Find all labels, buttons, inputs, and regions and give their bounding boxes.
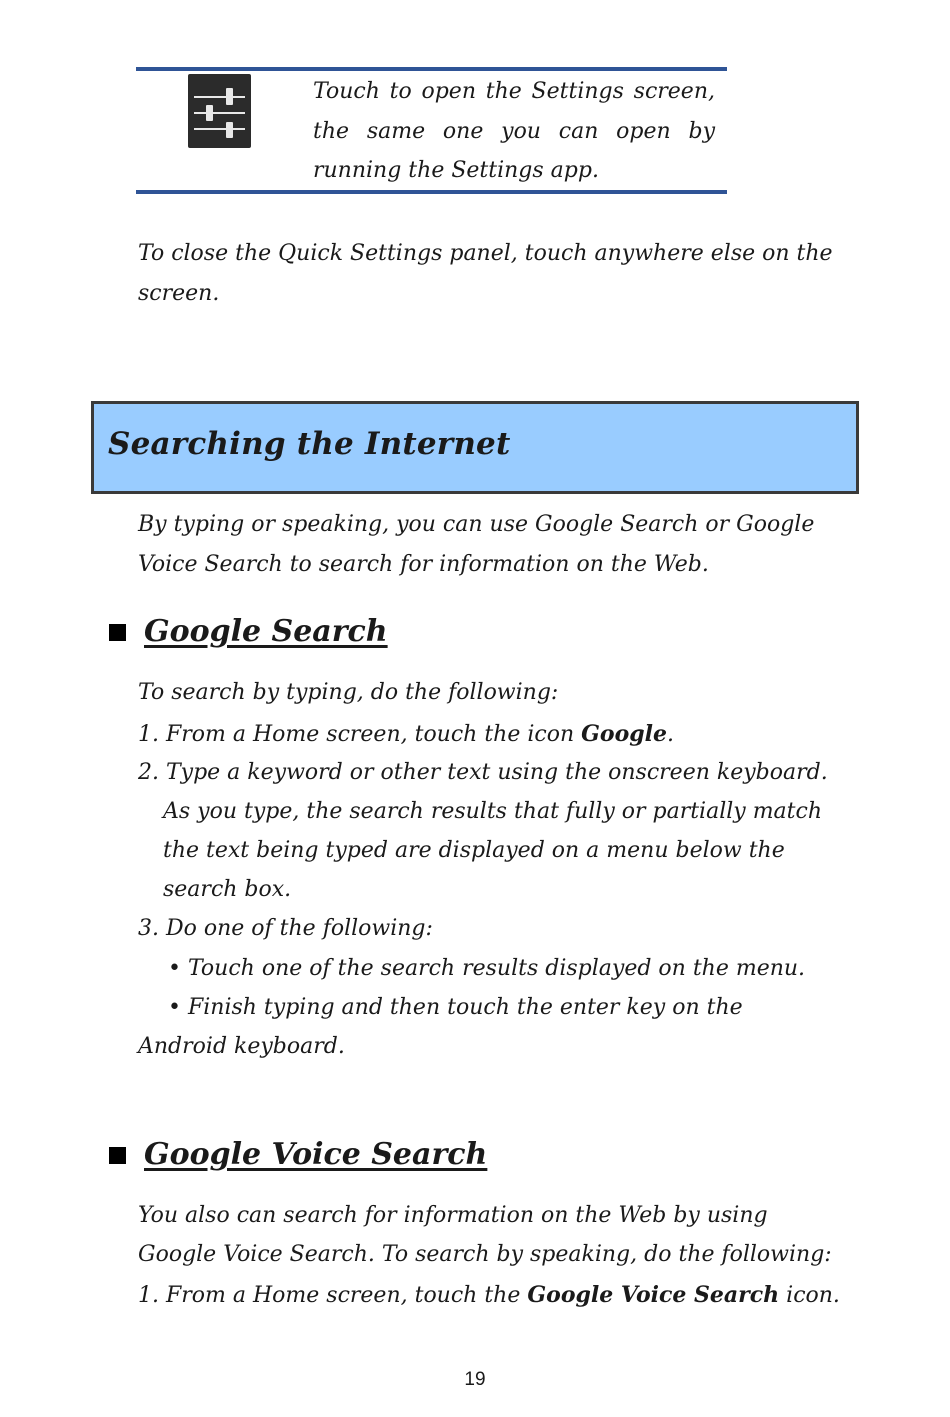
voice-search-heading: Google Voice Search (144, 1137, 488, 1172)
settings-description: Touch to open the Settings screen, the same one you can open by running the Settings app. (313, 79, 715, 183)
intro-line2: Voice Search to search for information on the Web. (138, 552, 709, 577)
search-step2-line1: 2. Type a keyword or other text using the onscreen keyboard. (138, 760, 828, 785)
page-number: 19 (464, 1369, 486, 1390)
search-step1 (138, 720, 674, 749)
voice-step1-bold: Google Voice Search (527, 1282, 780, 1308)
square-bullet-icon (109, 1147, 126, 1164)
voice-step1-end: icon. (779, 1283, 840, 1308)
square-bullet-icon (109, 624, 126, 641)
table-top-rule (136, 67, 727, 71)
search-bullet1: • Touch one of the search results displayed on the menu. (168, 956, 806, 981)
voice-line2: Google Voice Search. To search by speaking, do the following: (138, 1242, 832, 1267)
search-step2-line4: search box. (163, 877, 292, 902)
search-bullet2: • Finish typing and then touch the enter key on the (168, 995, 743, 1020)
table-bottom-rule (136, 190, 727, 194)
step1-text: 1. From a Home screen, touch the icon (138, 722, 582, 747)
close-note-line2: screen. (138, 281, 220, 306)
intro-line1: By typing or speaking, you can use Google Search or Google (138, 512, 815, 537)
search-step3: 3. Do one of the following: (138, 916, 433, 941)
settings-sliders-icon (188, 74, 251, 148)
voice-line1: You also can search for information on the Web by using (138, 1203, 768, 1228)
search-lead: To search by typing, do the following: (138, 680, 559, 705)
search-bullet2-cont: Android keyboard. (138, 1034, 345, 1059)
voice-step1 (138, 1281, 840, 1310)
voice-step1-text: 1. From a Home screen, touch the (138, 1283, 528, 1308)
step1-end: . (667, 722, 675, 747)
google-search-heading: Google Search (144, 614, 388, 649)
step1-bold: Google (581, 721, 668, 747)
close-note-line1: To close the Quick Settings panel, touch anywhere else on the (138, 241, 833, 266)
section-heading-box (91, 401, 859, 494)
search-step2-line2: As you type, the search results that fully or partially match (163, 799, 823, 824)
section-title: Searching the Internet (108, 426, 511, 462)
search-step2-line3: the text being typed are displayed on a menu below the (163, 838, 785, 863)
